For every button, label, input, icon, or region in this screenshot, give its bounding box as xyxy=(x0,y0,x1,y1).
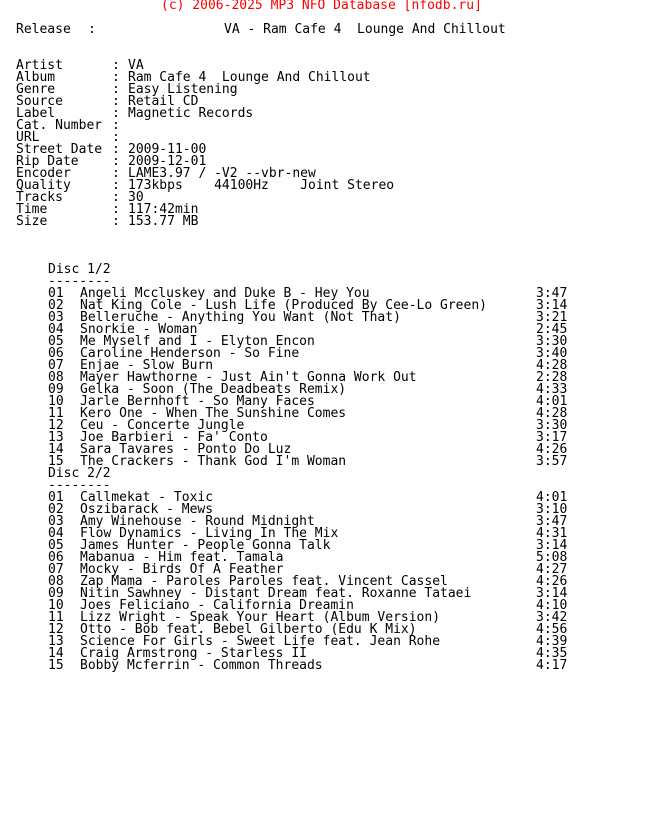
info-value: Easy Listening xyxy=(128,82,238,97)
track-title: Gelka - Soon (The Deadbeats Remix) xyxy=(80,382,347,397)
info-colon: : xyxy=(112,118,120,133)
track-title: Sara Tavares - Ponto Do Luz xyxy=(80,442,292,457)
track-title: Me Myself and I - Elyton Encon xyxy=(80,334,315,349)
info-value: 2009-11-00 xyxy=(128,142,207,157)
info-colon: : xyxy=(112,94,120,109)
track-number: 05 xyxy=(48,538,64,553)
track-number: 13 xyxy=(48,430,64,445)
info-value: 173kbps 44100Hz Joint Stereo xyxy=(128,178,395,193)
track-number: 12 xyxy=(48,418,64,433)
info-colon: : xyxy=(112,130,120,145)
track-number: 14 xyxy=(48,442,64,457)
track-title: Kero One - When The Sunshine Comes xyxy=(80,406,347,421)
track-time: 4:26 xyxy=(536,442,568,457)
track-time: 4:31 xyxy=(536,526,568,541)
track-time: 3:42 xyxy=(536,610,568,625)
track-time: 3:10 xyxy=(536,502,568,517)
info-label: Size xyxy=(16,214,48,229)
track-number: 06 xyxy=(48,346,64,361)
track-time: 4:28 xyxy=(536,406,568,421)
track-number: 10 xyxy=(48,598,64,613)
disc-underline: -------- xyxy=(48,274,111,289)
track-time: 4:10 xyxy=(536,598,568,613)
track-time: 4:28 xyxy=(536,358,568,373)
track-title: Snorkie - Woman xyxy=(80,322,198,337)
info-colon: : xyxy=(112,166,120,181)
info-label: Label xyxy=(16,106,56,121)
track-title: Callmekat - Toxic xyxy=(80,490,214,505)
info-label: Artist xyxy=(16,58,63,73)
track-time: 3:14 xyxy=(536,586,568,601)
track-time: 4:26 xyxy=(536,574,568,589)
track-number: 14 xyxy=(48,646,64,661)
track-time: 4:35 xyxy=(536,646,568,661)
info-value: 30 xyxy=(128,190,144,205)
track-time: 4:33 xyxy=(536,382,568,397)
track-time: 4:01 xyxy=(536,490,568,505)
info-colon: : xyxy=(112,142,120,157)
track-time: 3:47 xyxy=(536,286,568,301)
track-number: 13 xyxy=(48,634,64,649)
track-title: Enjae - Slow Burn xyxy=(80,358,214,373)
info-value: Retail CD xyxy=(128,94,199,109)
info-label: Street Date xyxy=(16,142,103,157)
track-time: 3:17 xyxy=(536,430,568,445)
track-title: The Crackers - Thank God I'm Woman xyxy=(80,454,347,469)
track-number: 09 xyxy=(48,586,64,601)
info-label: Encoder xyxy=(16,166,71,181)
info-label: Album xyxy=(16,70,56,85)
track-time: 3:40 xyxy=(536,346,568,361)
track-title: Zap Mama - Paroles Paroles feat. Vincent Cassel xyxy=(80,574,448,589)
info-value: 153.77 MB xyxy=(128,214,199,229)
info-value: 117:42min xyxy=(128,202,199,217)
track-number: 06 xyxy=(48,550,64,565)
track-title: Otto - Bob feat. Bebel Gilberto (Edu K Mix) xyxy=(80,622,417,637)
info-label: Source xyxy=(16,94,63,109)
info-value: 2009-12-01 xyxy=(128,154,207,169)
disc-title: Disc 1/2 xyxy=(48,262,111,277)
track-time: 4:39 xyxy=(536,634,568,649)
track-title: Amy Winehouse - Round Midnight xyxy=(80,514,315,529)
info-label: Genre xyxy=(16,82,56,97)
info-colon: : xyxy=(112,214,120,229)
track-time: 4:17 xyxy=(536,658,568,673)
track-title: James Hunter - People Gonna Talk xyxy=(80,538,331,553)
track-number: 05 xyxy=(48,334,64,349)
disc-title: Disc 2/2 xyxy=(48,466,111,481)
track-time: 3:30 xyxy=(536,418,568,433)
track-title: Lizz Wright - Speak Your Heart (Album Version) xyxy=(80,610,441,625)
track-title: Jarle Bernhoft - So Many Faces xyxy=(80,394,315,409)
track-time: 3:14 xyxy=(536,538,568,553)
track-time: 5:08 xyxy=(536,550,568,565)
info-value: Ram Cafe 4 Lounge And Chillout xyxy=(128,70,371,85)
track-time: 3:47 xyxy=(536,514,568,529)
track-time: 3:21 xyxy=(536,310,568,325)
info-colon: : xyxy=(112,190,120,205)
track-number: 04 xyxy=(48,526,64,541)
track-number: 08 xyxy=(48,370,64,385)
track-time: 4:01 xyxy=(536,394,568,409)
info-colon: : xyxy=(112,106,120,121)
track-time: 4:56 xyxy=(536,622,568,637)
track-title: Mabanua - Him feat. Tamala xyxy=(80,550,284,565)
banner: (c) 2006-2025 MP3 NFO Database [nfodb.ru] xyxy=(161,0,482,13)
track-number: 04 xyxy=(48,322,64,337)
track-time: 3:57 xyxy=(536,454,568,469)
track-number: 11 xyxy=(48,406,64,421)
track-number: 01 xyxy=(48,286,64,301)
track-time: 4:27 xyxy=(536,562,568,577)
release-label: Release xyxy=(16,22,71,37)
info-value: VA xyxy=(128,58,144,73)
track-title: Craig Armstrong - Starless II xyxy=(80,646,307,661)
track-title: Science For Girls - Sweet Life feat. Jean Rohe xyxy=(80,634,441,649)
track-number: 07 xyxy=(48,562,64,577)
track-time: 3:14 xyxy=(536,298,568,313)
track-title: Joes Feliciano - California Dreamin xyxy=(80,598,354,613)
track-number: 15 xyxy=(48,658,64,673)
track-number: 02 xyxy=(48,298,64,313)
track-title: Joe Barbieri - Fa' Conto xyxy=(80,430,268,445)
track-title: Ceu - Concerte Jungle xyxy=(80,418,245,433)
info-label: Time xyxy=(16,202,48,217)
info-colon: : xyxy=(112,178,120,193)
track-title: Nat King Cole - Lush Life (Produced By Cee-Lo Green) xyxy=(80,298,487,313)
info-colon: : xyxy=(112,154,120,169)
track-title: Caroline Henderson - So Fine xyxy=(80,346,300,361)
disc-underline: -------- xyxy=(48,478,111,493)
track-title: Flow Dynamics - Living In The Mix xyxy=(80,526,339,541)
track-title: Oszibarack - Mews xyxy=(80,502,214,517)
release-colon: : xyxy=(88,22,96,37)
track-title: Nitin Sawhney - Distant Dream feat. Roxanne Tataei xyxy=(80,586,472,601)
track-title: Bobby Mcferrin - Common Threads xyxy=(80,658,323,673)
info-label: Quality xyxy=(16,178,71,193)
track-title: Mocky - Birds Of A Feather xyxy=(80,562,284,577)
info-label: Tracks xyxy=(16,190,63,205)
track-time: 2:28 xyxy=(536,370,568,385)
track-time: 3:30 xyxy=(536,334,568,349)
track-number: 01 xyxy=(48,490,64,505)
info-colon: : xyxy=(112,58,120,73)
track-number: 03 xyxy=(48,514,64,529)
info-label: Rip Date xyxy=(16,154,79,169)
info-label: Cat. Number xyxy=(16,118,103,133)
track-title: Mayer Hawthorne - Just Ain't Gonna Work Out xyxy=(80,370,417,385)
track-time: 2:45 xyxy=(536,322,568,337)
release-value: VA - Ram Cafe 4 Lounge And Chillout xyxy=(224,22,506,37)
info-value: Magnetic Records xyxy=(128,106,254,121)
track-number: 07 xyxy=(48,358,64,373)
track-number: 12 xyxy=(48,622,64,637)
track-number: 15 xyxy=(48,454,64,469)
track-number: 11 xyxy=(48,610,64,625)
track-title: Belleruche - Anything You Want (Not That) xyxy=(80,310,401,325)
track-number: 10 xyxy=(48,394,64,409)
info-label: URL xyxy=(16,130,40,145)
info-colon: : xyxy=(112,70,120,85)
track-number: 03 xyxy=(48,310,64,325)
track-number: 08 xyxy=(48,574,64,589)
info-colon: : xyxy=(112,82,120,97)
info-colon: : xyxy=(112,202,120,217)
track-number: 02 xyxy=(48,502,64,517)
track-number: 09 xyxy=(48,382,64,397)
info-value: LAME3.97 / -V2 --vbr-new xyxy=(128,166,316,181)
track-title: Angeli Mccluskey and Duke B - Hey You xyxy=(80,286,370,301)
